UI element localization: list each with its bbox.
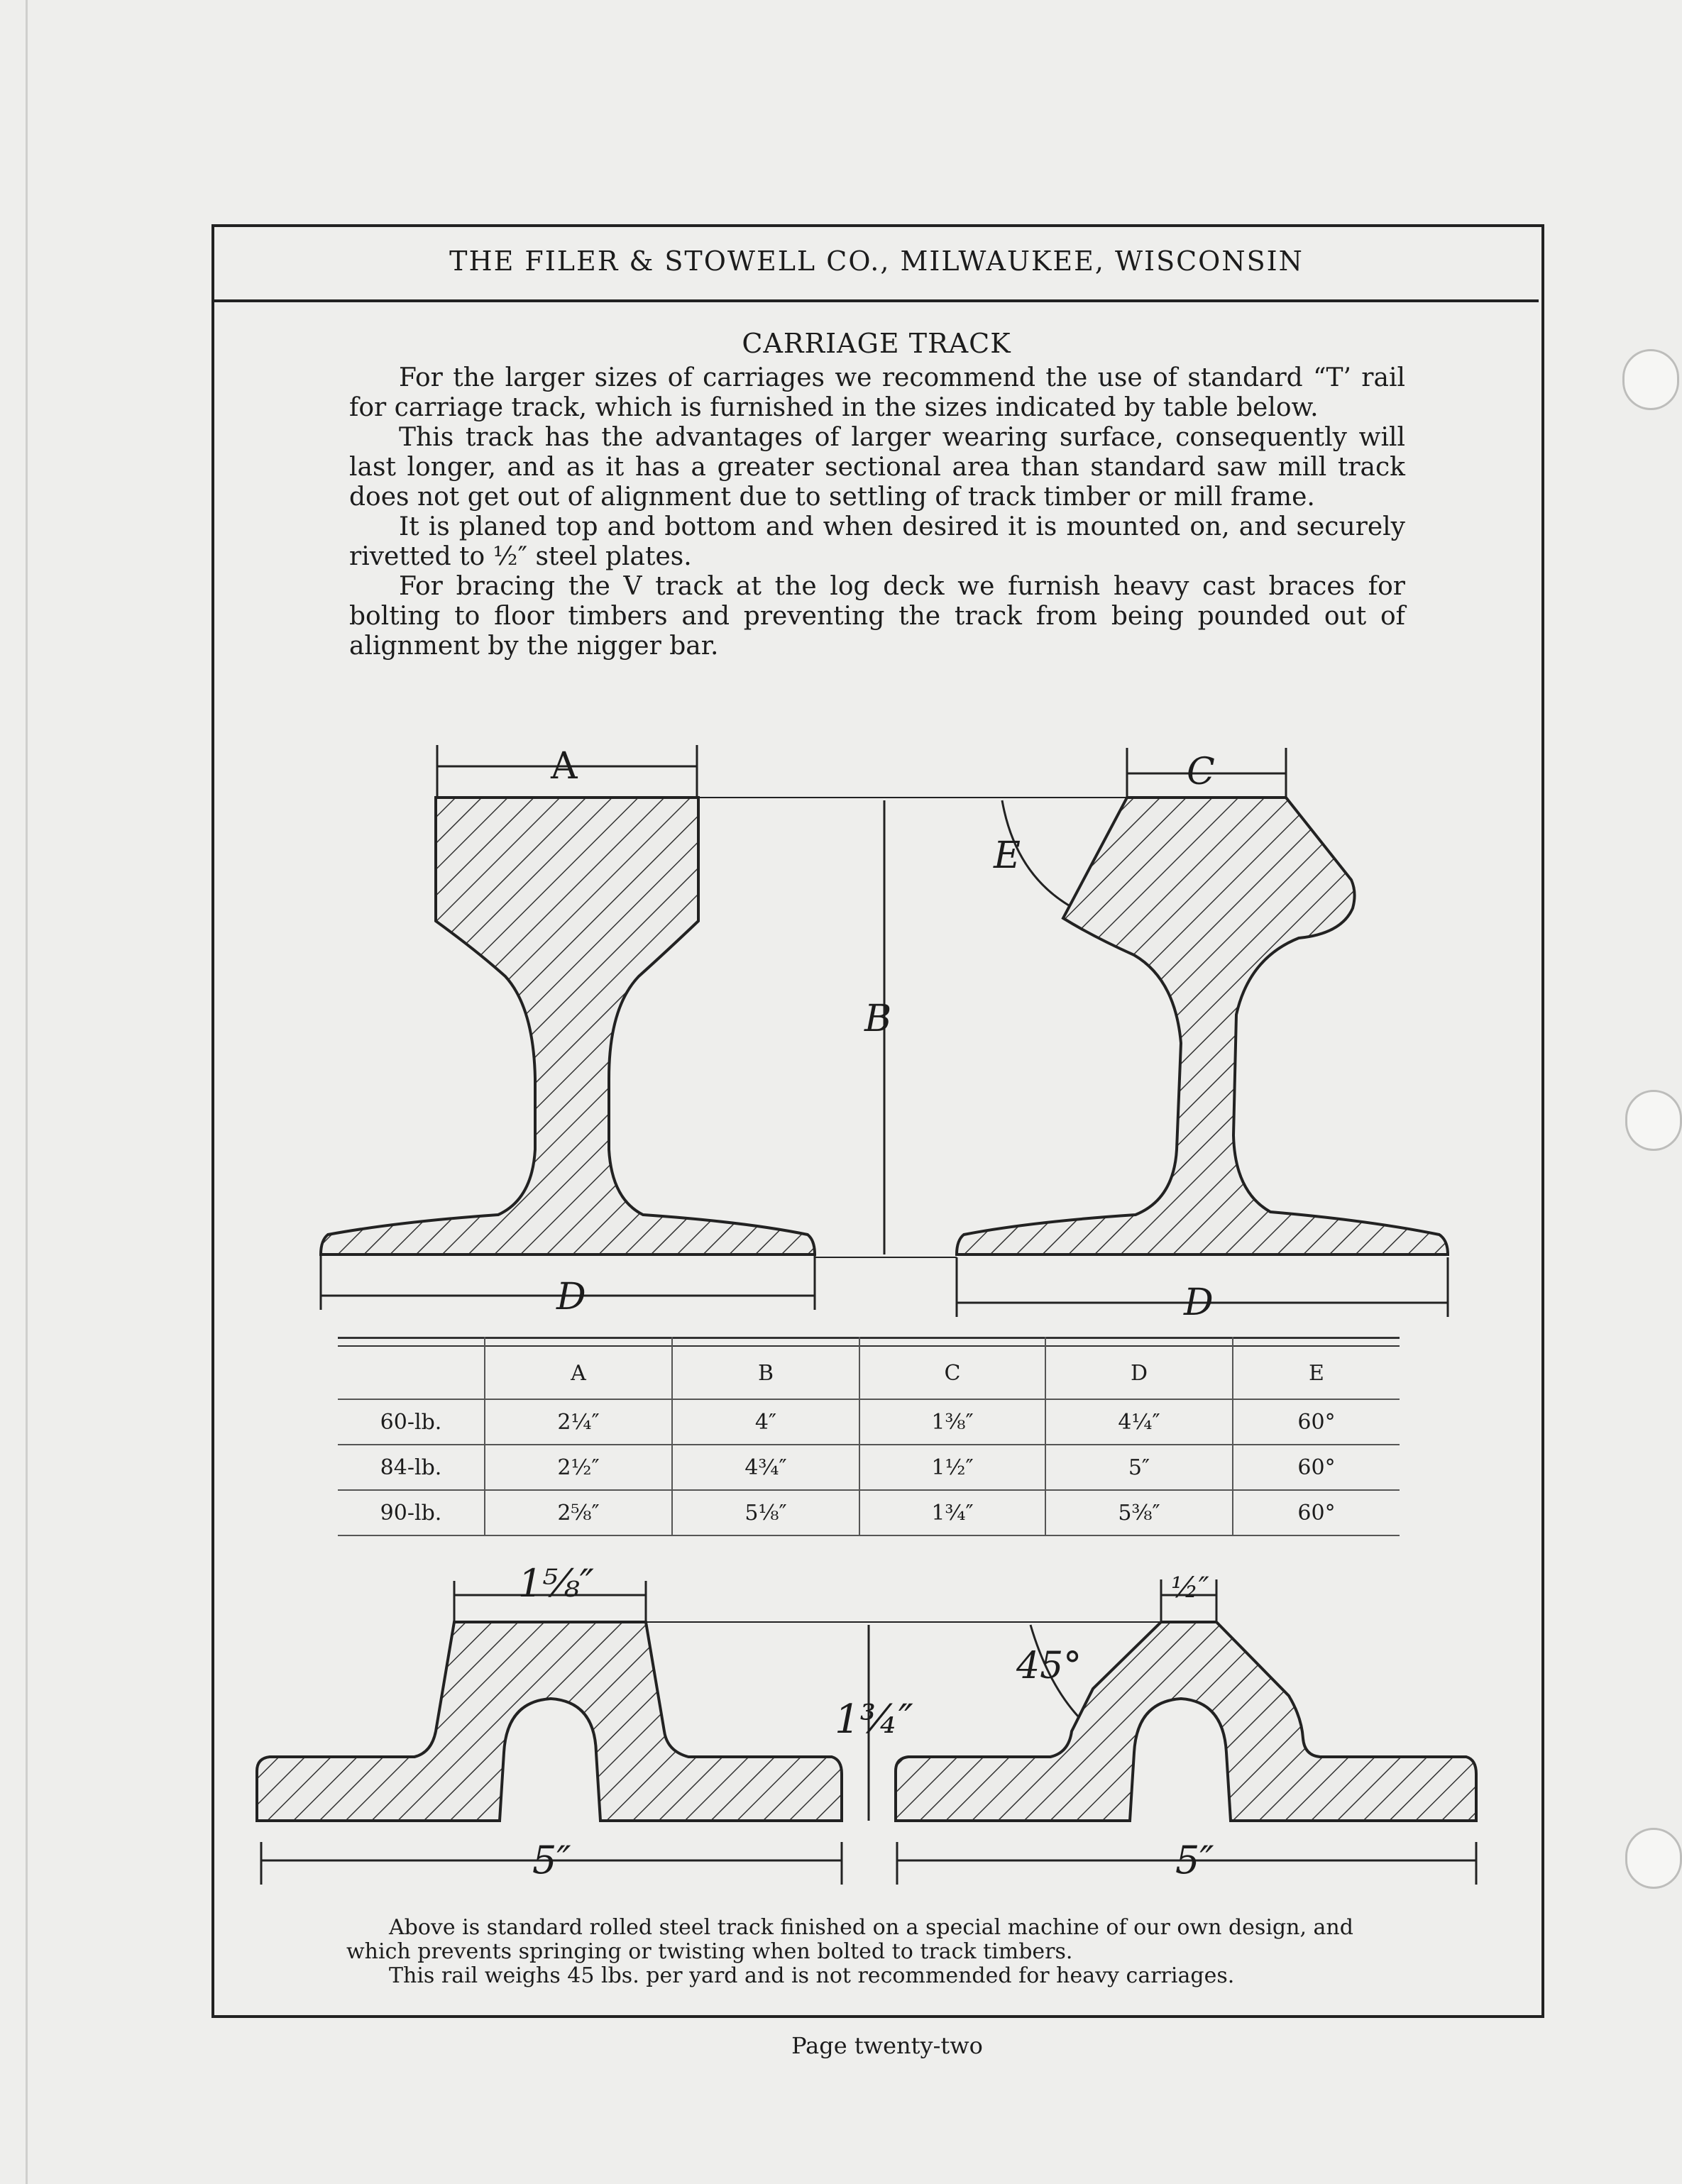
label-base-left: 5″ xyxy=(532,1838,571,1882)
table-header: A xyxy=(485,1337,672,1399)
label-angle: 45° xyxy=(1016,1645,1082,1687)
footnote xyxy=(346,1916,1411,1988)
footnote-line: This rail weighs 45 lbs. per yard and is not recommended for heavy carriages. xyxy=(389,1963,1235,1988)
flat-track-right xyxy=(896,1622,1476,1821)
paragraph: For the larger sizes of carriages we recommend the use of standard “T’ rail for carriage track, which is furnished in the sizes indicated by table below. xyxy=(349,363,1405,422)
table-cell: 5″ xyxy=(1045,1445,1233,1490)
table-cell: 60° xyxy=(1233,1445,1400,1490)
table-cell: 90-lb. xyxy=(338,1490,485,1535)
table-cell: 60° xyxy=(1233,1490,1400,1535)
table-cell: 2½″ xyxy=(485,1445,672,1490)
table-row xyxy=(338,1445,1400,1490)
table-cell: 1¾″ xyxy=(859,1490,1045,1535)
label-d-right: D xyxy=(1184,1281,1214,1324)
table-header: B xyxy=(672,1337,859,1399)
label-base-right: 5″ xyxy=(1175,1838,1214,1882)
table-cell: 5⅛″ xyxy=(672,1490,859,1535)
paragraph: This track has the advantages of larger wearing surface, consequently will last longer, and as it has a greater sectional area than standard saw mill track does not get out of alignment due to settling of track timber or mill frame. xyxy=(349,423,1405,512)
company-header: THE FILER & STOWELL CO., MILWAUKEE, WISCONSIN xyxy=(449,246,1304,277)
section-title: CARRIAGE TRACK xyxy=(742,328,1011,359)
table-cell: 60° xyxy=(1233,1399,1400,1445)
table-header: C xyxy=(859,1337,1045,1399)
table-cell: 2¼″ xyxy=(485,1399,672,1445)
t-rail-right xyxy=(957,798,1448,1254)
table-header: E xyxy=(1233,1337,1400,1399)
label-top-width: 1⅝″ xyxy=(518,1561,594,1606)
table-header xyxy=(338,1337,485,1399)
label-c: C xyxy=(1187,751,1215,793)
label-a: A xyxy=(551,745,578,788)
rail-spec-table xyxy=(338,1337,1400,1536)
table-cell: 4″ xyxy=(672,1399,859,1445)
table-row xyxy=(338,1490,1400,1535)
table-cell: 5⅜″ xyxy=(1045,1490,1233,1535)
table-cell: 1⅜″ xyxy=(859,1399,1045,1445)
table-cell: 1½″ xyxy=(859,1445,1045,1490)
paragraph: For bracing the V track at the log deck we furnish heavy cast braces for bolting to floor timbers and preventing the track from being pounded out of alignment by the nigger bar. xyxy=(349,572,1405,661)
table-cell: 4¼″ xyxy=(1045,1399,1233,1445)
table-cell: 4¾″ xyxy=(672,1445,859,1490)
table-header: D xyxy=(1045,1337,1233,1399)
table-cell: 2⅝″ xyxy=(485,1490,672,1535)
table-row xyxy=(338,1399,1400,1445)
table-cell: 84-lb. xyxy=(338,1445,485,1490)
flat-track-left xyxy=(257,1622,842,1821)
label-crown: ½″ xyxy=(1171,1572,1209,1604)
table-cell: 60-lb. xyxy=(338,1399,485,1445)
label-b: B xyxy=(864,998,892,1040)
label-height: 1¾″ xyxy=(835,1697,913,1743)
table-header-row xyxy=(338,1337,1400,1399)
label-e: E xyxy=(994,834,1021,877)
page-number: Page twenty-two xyxy=(791,2032,983,2059)
footnote-line: Above is standard rolled steel track finished on a special machine of our own design, and which prevents springing or twisting when bolted to track timbers. xyxy=(346,1915,1353,1964)
label-d-left: D xyxy=(556,1276,586,1318)
t-rail-left xyxy=(321,798,815,1254)
paragraph: It is planed top and bottom and when desired it is mounted on, and securely rivetted to ½″ steel plates. xyxy=(349,512,1405,571)
